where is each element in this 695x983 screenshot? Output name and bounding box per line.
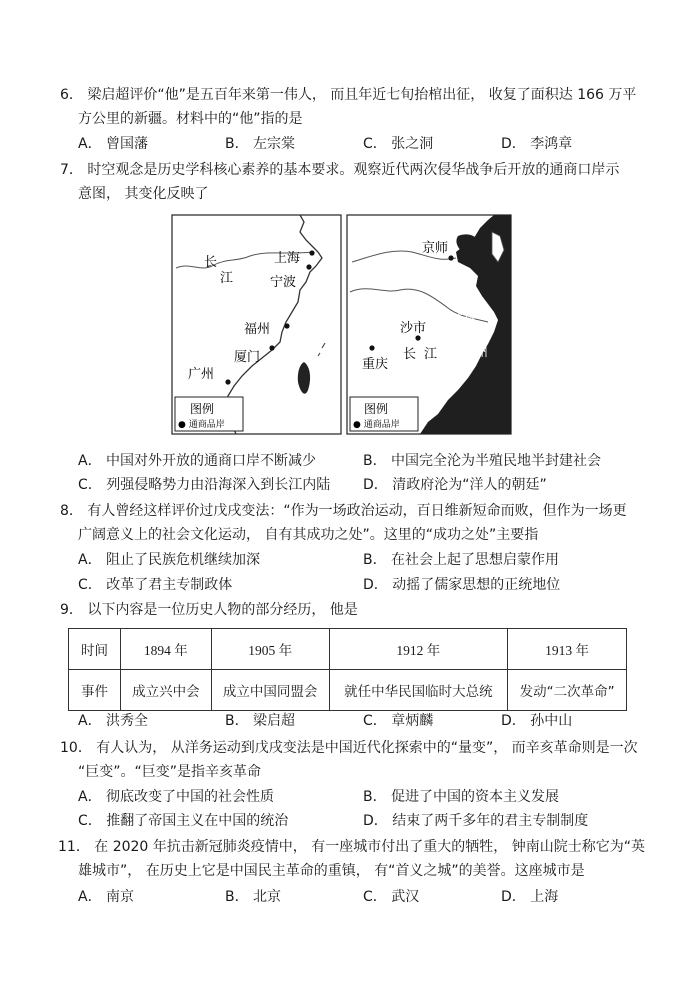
right-legend-item: ● 通商品岸 <box>353 420 400 430</box>
q9-table-cell: 1912 年 <box>329 629 508 670</box>
q8-option-d[interactable]: D． 动摇了儒家思想的正统地位 <box>363 577 561 593</box>
q11-option-d[interactable]: D． 上海 <box>501 889 559 905</box>
port-dot-jingshi <box>448 255 453 260</box>
q8-option-c[interactable]: C． 改革了君主专制政体 <box>78 577 233 593</box>
right-legend-title: 图例 <box>364 402 389 416</box>
q10-stem-line1: 10． 有人认为， 从洋务运动到戊戌变法是中国近代化探索中的“量变”， 而辛亥革命则是一次 <box>60 740 638 756</box>
q8-stem-line2: 广阔意义上的社会文化运动， 自有其成功之处”。这里的“成功之处”主要指 <box>78 527 539 543</box>
port-dot-shanghai <box>309 250 314 255</box>
q10-options-row2 <box>78 812 638 830</box>
q6-stem-line2: 方公里的新疆。材料中的“他”指的是 <box>78 111 303 127</box>
right-label-chongqing: 重庆 <box>362 357 389 372</box>
q8-option-a[interactable]: A． 阻止了民族危机继续加深 <box>78 552 261 568</box>
q9-option-c[interactable]: C． 章炳麟 <box>363 713 434 729</box>
q7-options-row1 <box>78 452 638 470</box>
port-dot-guangzhou <box>225 379 230 384</box>
q9-table <box>68 628 627 711</box>
q11-options <box>78 888 638 906</box>
q6-option-c[interactable]: C． 张之洞 <box>363 136 434 152</box>
q9-table-event-row <box>69 670 627 711</box>
q10-options-row1 <box>78 788 638 806</box>
left-legend-title: 图例 <box>190 402 215 416</box>
q11-option-a[interactable]: A． 南京 <box>78 889 135 905</box>
left-label-jiang: 江 <box>220 271 234 286</box>
q6-option-b[interactable]: B． 左宗棠 <box>225 136 296 152</box>
q11-option-c[interactable]: C． 武汉 <box>363 889 420 905</box>
q8-stem-line1: 8． 有人曾经这样评价过戊戌变法：“作为一场政治运动，百日维新短命而败，但作为一场更 <box>60 503 627 519</box>
q6-option-d[interactable]: D． 李鸿章 <box>501 136 573 152</box>
port-dot-chongqing <box>369 345 374 350</box>
q9-option-a[interactable]: A． 洪秀全 <box>78 713 149 729</box>
q7-option-a[interactable]: A． 中国对外开放的通商口岸不断减少 <box>78 453 317 469</box>
q11-option-b[interactable]: B． 北京 <box>225 889 282 905</box>
q10-option-d[interactable]: D． 结束了两千多年的君主专制制度 <box>363 813 589 829</box>
q7-left-map <box>172 215 341 434</box>
q10-stem-line2: “巨变”。“巨变”是指辛亥革命 <box>78 764 262 780</box>
left-label-fuzhou: 福州 <box>244 322 271 337</box>
left-legend-item: ● 通商品岸 <box>178 420 225 430</box>
q9-table-cell: 1894 年 <box>120 629 211 670</box>
q9-table-cell: 就任中华民国临时大总统 <box>329 670 508 711</box>
q9-table-cell: 成立中国同盟会 <box>211 670 329 711</box>
q10-option-b[interactable]: B． 促进了中国的资本主义发展 <box>363 789 560 805</box>
q11-stem-line2: 雄城市”， 在历史上它是中国民主革命的重镇， 有“首义之城”的美誉。这座城市是 <box>78 863 585 879</box>
q9-table-cell: 1913 年 <box>508 629 627 670</box>
right-label-chang: 长 <box>403 347 417 362</box>
q7-options-row2 <box>78 476 638 494</box>
q9-option-d[interactable]: D． 孙中山 <box>501 713 573 729</box>
right-label-jingshi: 京师 <box>422 241 449 256</box>
q9-table-header-row <box>69 629 627 670</box>
q10-option-c[interactable]: C． 推翻了帝国主义在中国的统治 <box>78 813 289 829</box>
q10-option-a[interactable]: A． 彻底改变了中国的社会性质 <box>78 789 275 805</box>
right-label-shashi: 沙市 <box>400 321 427 336</box>
q6-option-a[interactable]: A． 曾国藩 <box>78 136 149 152</box>
port-dot-fuzhou <box>284 323 289 328</box>
q7-option-b[interactable]: B． 中国完全沦为半殖民地半封建社会 <box>363 453 602 469</box>
q9-table-cell: 时间 <box>69 629 121 670</box>
q7-option-d[interactable]: D． 清政府沦为“洋人的朝廷” <box>363 477 547 493</box>
left-label-chang: 长 <box>204 255 218 270</box>
left-label-ningbo: 宁波 <box>270 275 297 290</box>
q7-stem-line2: 意图， 其变化反映了 <box>78 186 209 202</box>
q7-option-c[interactable]: C． 列强侵略势力由沿海深入到长江内陆 <box>78 477 331 493</box>
q9-option-b[interactable]: B． 梁启超 <box>225 713 296 729</box>
q8-options-row2 <box>78 576 638 594</box>
port-dot-xiamen <box>269 345 274 350</box>
port-dot-suzhou <box>483 325 488 330</box>
q8-options-row1 <box>78 551 638 569</box>
right-label-jiang: 江 <box>424 347 438 362</box>
port-dot-hangzhou <box>477 335 482 340</box>
port-dot-ningbo <box>306 264 311 269</box>
q9-table-cell: 事件 <box>69 670 121 711</box>
right-label-hangzhou: 杭州 <box>462 345 489 360</box>
q9-stem-line1: 9． 以下内容是一位历史人物的部分经历， 他是 <box>60 602 358 618</box>
left-label-xiamen: 厦门 <box>234 350 261 365</box>
q9-options <box>78 712 638 730</box>
q9-table-cell: 发动“二次革命” <box>508 670 627 711</box>
q8-option-b[interactable]: B． 在社会上起了思想启蒙作用 <box>363 552 560 568</box>
q7-stem-line1: 7． 时空观念是历史学科核心素养的基本要求。观察近代两次侵华战争后开放的通商口岸示 <box>60 162 620 178</box>
q9-table-cell: 成立兴中会 <box>120 670 211 711</box>
port-dot-shashi <box>415 335 420 340</box>
left-label-shanghai: 上海 <box>274 251 301 266</box>
q9-table-cell: 1905 年 <box>211 629 329 670</box>
left-label-guangzhou: 广州 <box>188 367 215 382</box>
right-label-suzhou: 苏州 <box>450 313 477 328</box>
q11-stem-line1: 11． 在 2020 年抗击新冠肺炎疫情中， 有一座城市付出了重大的牺牲， 钟南山院士称它为“英 <box>58 839 645 855</box>
q6-stem-line1: 6． 梁启超评价“他”是五百年来第一伟人， 而且年近七旬抬棺出征， 收复了面积达 166 万平 <box>60 87 637 103</box>
q7-right-map <box>347 215 511 434</box>
